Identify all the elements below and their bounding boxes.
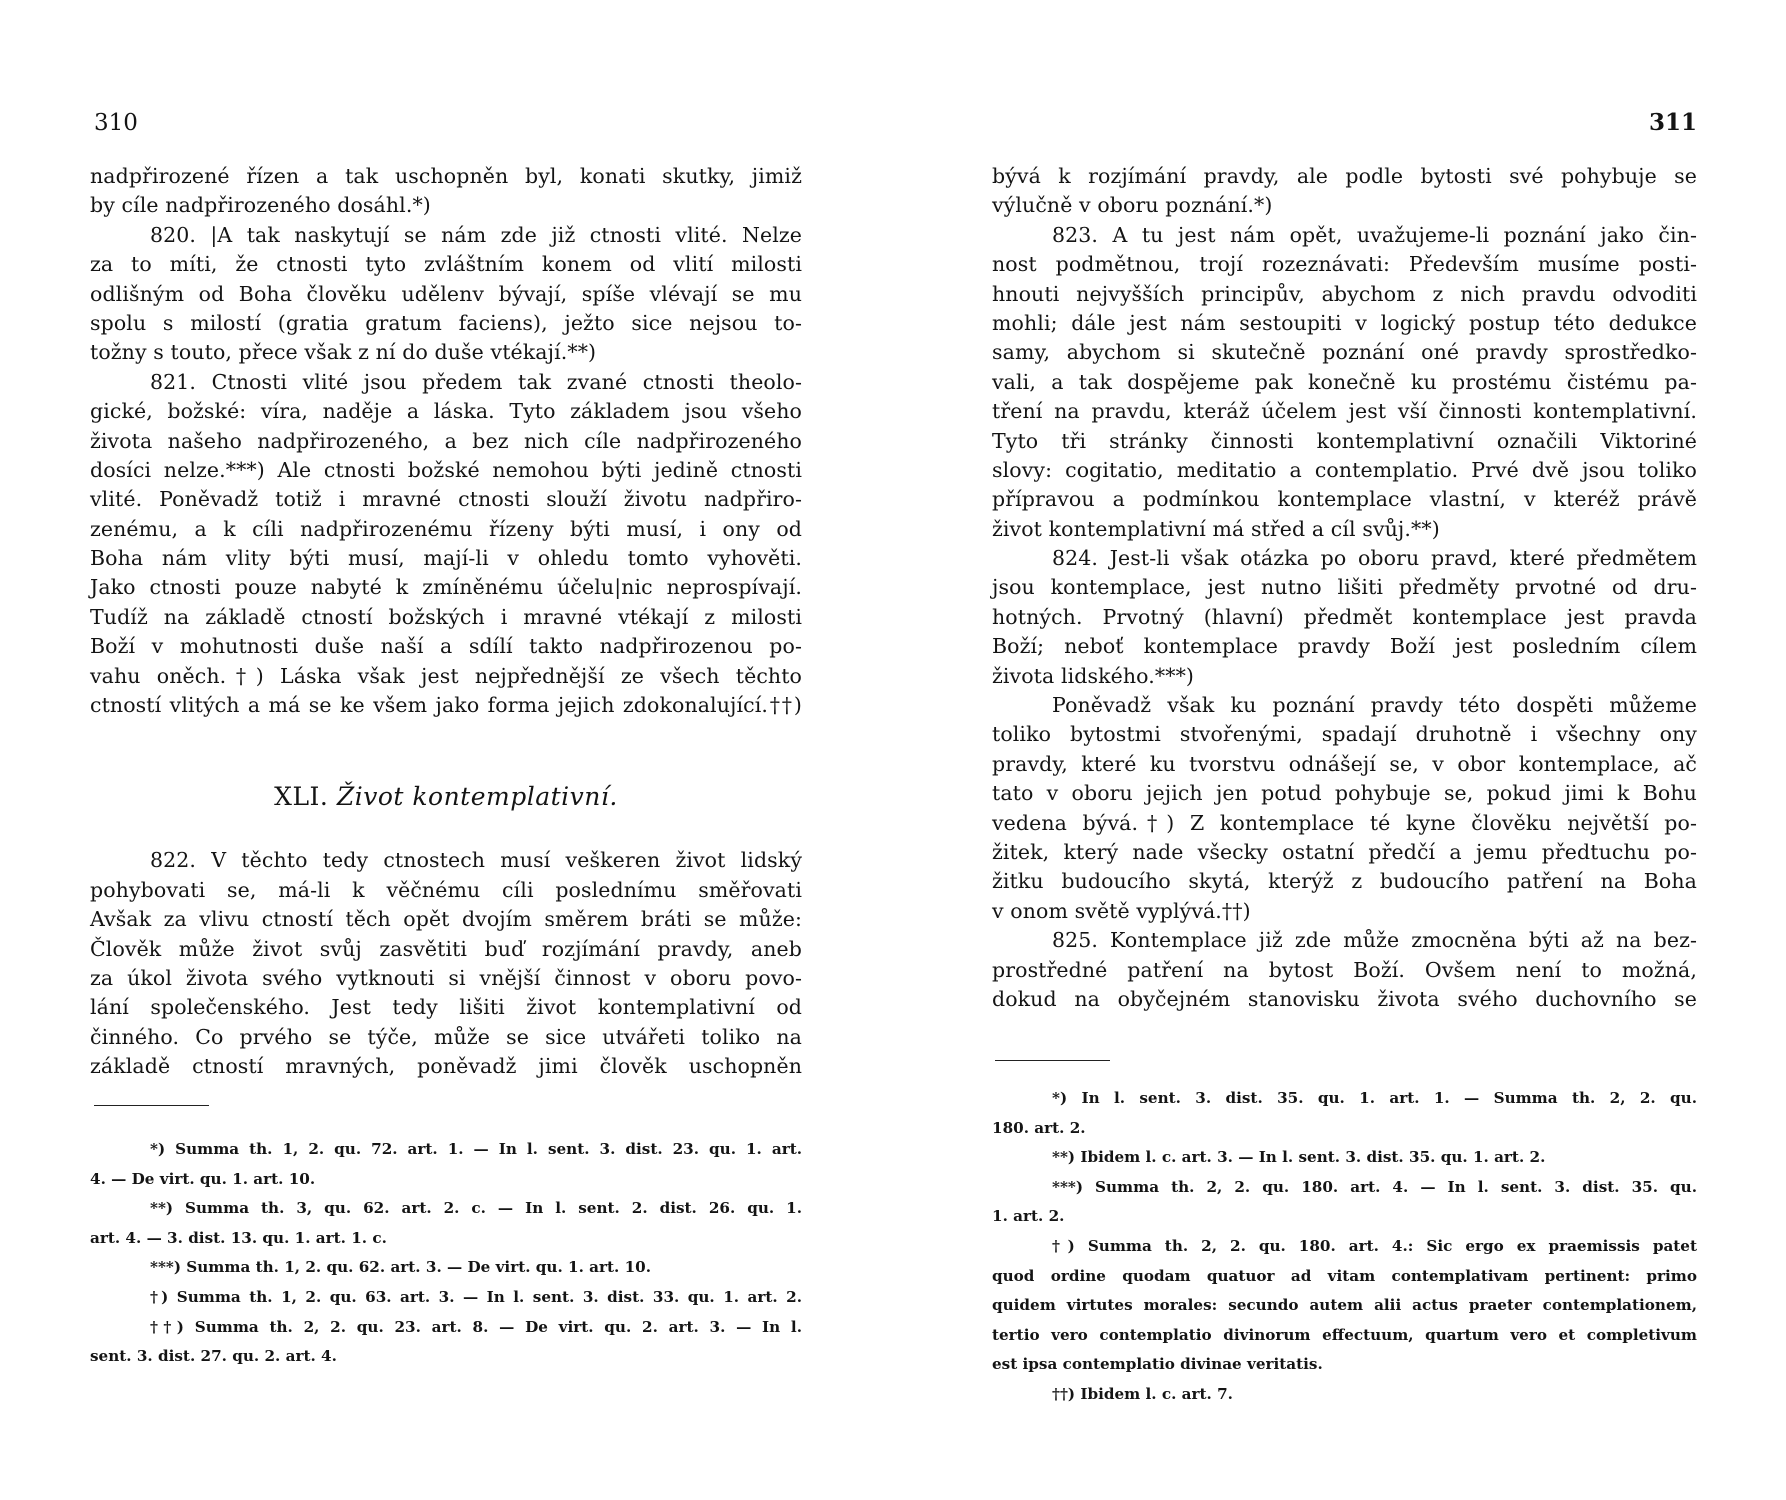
paragraph-825: 825. Kontemplace již zde může zmocněna býti až na bez- xyxy=(1052,928,1697,953)
text-line: hotných. Prvotný (hlavní) předmět kontemplace jest pravda xyxy=(992,604,1697,629)
text-line: život kontemplativní má střed a cíl svůj.**) xyxy=(992,516,1440,541)
right-page xyxy=(992,0,1697,1500)
paragraph-824: 824. Jest-li však otázka po oboru pravd, které předmětem xyxy=(1052,546,1697,571)
text-line: pohybovati se, má-li k věčnému cíli poslednímu směřovati xyxy=(90,877,802,902)
text-line: bývá k rozjímání pravdy, ale podle bytosti své pohybuje se xyxy=(992,164,1697,188)
text-line: Tudíž na základě ctností božských i mravné vtékají z milosti xyxy=(90,604,802,629)
text-line: vahu oněch.†) Láska však jest nejpřednější ze všech těchto xyxy=(90,663,802,688)
footnote-line: †) Summa th. 2, 2. qu. 180. art. 4.: Sic ergo ex praemissis patet xyxy=(1052,1236,1697,1255)
text-line: výlučně v oboru poznání.*) xyxy=(992,193,1273,218)
footnote-line: est ipsa contemplatio divinae veritatis. xyxy=(992,1355,1323,1374)
body-text xyxy=(90,162,802,1082)
footnote-line: ††) Summa th. 2, 2. qu. 23. art. 8. — De virt. qu. 2. art. 3. — In l. xyxy=(150,1317,802,1336)
text-line: za to míti, že ctnosti tyto zvláštním konem od vlití milosti xyxy=(90,252,802,277)
footnote-line: ***) Summa th. 2, 2. qu. 180. art. 4. — In l. sent. 3. dist. 35. qu. xyxy=(1052,1177,1697,1196)
footnote-line: *) Summa th. 1, 2. qu. 72. art. 1. — In l. sent. 3. dist. 23. qu. 1. art. xyxy=(150,1140,802,1158)
text-line: lání společenského. Jest tedy lišiti život kontemplativní od xyxy=(90,995,802,1020)
text-line: Boží v mohutnosti duše naší a sdílí takto nadpřirozenou po- xyxy=(90,634,802,659)
text-line: života našeho nadpřirozeného, a bez nich cíle nadpřirozeného xyxy=(90,428,802,453)
footnote-line: 1. art. 2. xyxy=(992,1207,1065,1226)
text-line: dosíci nelze.***) Ale ctnosti božské nemohou býti jedině ctnosti xyxy=(90,457,802,482)
footnote-line: **) Summa th. 3, qu. 62. art. 2. c. — In l. sent. 2. dist. 26. qu. 1. xyxy=(150,1199,802,1218)
text-line: by cíle nadpřirozeného dosáhl.*) xyxy=(90,193,431,218)
footnote-line: ***) Summa th. 1, 2. qu. 62. art. 3. — De virt. qu. 1. art. 10. xyxy=(150,1258,652,1277)
text-line: dokud na obyčejném stanovisku života svého duchovního se xyxy=(992,986,1697,1011)
text-line: tožny s touto, přece však z ní do duše vtékají.**) xyxy=(90,340,597,365)
footnote-line: sent. 3. dist. 27. qu. 2. art. 4. xyxy=(90,1347,337,1366)
text-line: za úkol života svého vytknouti si vnější činnost v oboru povo- xyxy=(90,965,802,990)
text-line: Boha nám vlity býti musí, mají-li v ohledu tomto vyhověti. xyxy=(90,546,802,571)
text-line: pravdy, které ku tvorstvu odnášejí se, v obor kontemplace, ač xyxy=(992,751,1697,776)
text-line: prostředné patření na bytost Boží. Ovšem není to možná, xyxy=(992,957,1697,982)
text-line: zenému, a k cíli nadpřirozenému řízeny býti musí, i ony od xyxy=(90,516,802,541)
text-line: vali, a tak dospějeme pak konečně ku prostému čistému pa- xyxy=(992,369,1697,394)
text-line: jsou kontemplace, jest nutno lišiti předměty prvotné od dru- xyxy=(992,575,1697,600)
text-line: Člověk může život svůj zasvětiti buď rozjímání pravdy, aneb xyxy=(90,936,802,961)
text-line: mohli; dále jest nám sestoupiti v logický postup této dedukce xyxy=(992,310,1697,335)
footnote-line: **) Ibidem l. c. art. 3. — In l. sent. 3. dist. 35. qu. 1. art. 2. xyxy=(1052,1148,1546,1167)
footnote-line: art. 4. — 3. dist. 13. qu. 1. art. 1. c. xyxy=(90,1228,387,1247)
text-line: odlišným od Boha člověku udělenv bývají, spíše vlévají se mu xyxy=(90,281,802,306)
chapter-title: Život kontemplativní. xyxy=(336,782,618,812)
page-number: 310 xyxy=(94,110,138,136)
footnote-line: quod ordine quodam quatuor ad vitam contemplativam pertinent: primo xyxy=(992,1266,1697,1285)
text-line: tato v oboru jejich jen potud pohybuje se, pokud jimi k Bohu xyxy=(992,781,1697,806)
footnotes xyxy=(992,1084,1697,1410)
text-line: Boží; neboť kontemplace pravdy Boží jest posledním cílem xyxy=(992,634,1697,659)
paragraph-821: 821. Ctnosti vlité jsou předem tak zvané ctnosti theolo- xyxy=(150,369,802,394)
footnote-line: †) Summa th. 1, 2. qu. 63. art. 3. — In l. sent. 3. dist. 33. qu. 1. art. 2. xyxy=(150,1287,802,1306)
text-line: spolu s milostí (gratia gratum faciens), ježto sice nejsou to- xyxy=(90,310,802,335)
paragraph-continuation: Poněvadž však ku poznání pravdy této dospěti můžeme xyxy=(1052,693,1697,718)
paragraph-820: 820. |A tak naskytují se nám zde již ctnosti vlité. Nelze xyxy=(150,222,802,247)
page-number: 311 xyxy=(1648,109,1697,136)
footnote-line: tertio vero contemplatio divinorum effectuum, quartum vero et completivum xyxy=(992,1325,1697,1344)
text-line: slovy: cogitatio, meditatio a contemplatio. Prvé dvě jsou toliko xyxy=(992,457,1697,482)
text-line: žitku budoucího skytá, kterýž z budoucího patření na Boha xyxy=(992,869,1697,894)
text-line: Jako ctnosti pouze nabyté k zmíněnému účelu|nic neprospívají. xyxy=(90,575,802,600)
text-line: života lidského.***) xyxy=(992,663,1195,688)
text-line: nadpřirozené řízen a tak uschopněn byl, konati skutky, jimiž xyxy=(90,164,802,188)
text-line: hnouti nejvyšších principův, abychom z nich pravdu odvoditi xyxy=(992,281,1697,306)
text-line: gické, božské: víra, naděje a láska. Tyto základem jsou všeho xyxy=(90,399,802,424)
footnote-line: quidem virtutes morales: secundo autem alii actus praeter contemplationem, xyxy=(992,1296,1697,1315)
text-line: toliko bytostmi stvořenými, spadají druhotně i všechny ony xyxy=(992,722,1697,747)
footnotes xyxy=(90,1135,802,1372)
paragraph-823: 823. A tu jest nám opět, uvažujeme-li poznání jako čin- xyxy=(1052,222,1697,247)
text-line: vedena bývá.†) Z kontemplace té kyne člověku největší po- xyxy=(992,810,1697,835)
text-line: Tyto tři stránky činnosti kontemplativní označili Viktoriné xyxy=(992,428,1697,453)
text-line: Avšak za vlivu ctností těch opět dvojím směrem bráti se může: xyxy=(90,907,802,932)
footnote-line: *) In l. sent. 3. dist. 35. qu. 1. art. 1. — Summa th. 2, 2. qu. xyxy=(1052,1089,1697,1107)
text-line: vlité. Poněvadž totiž i mravné ctnosti slouží životu nadpřiro- xyxy=(90,487,802,512)
text-line: tření na pravdu, kteráž účelem jest vší činnosti kontemplativní. xyxy=(992,399,1697,424)
footnote-divider xyxy=(94,1105,209,1106)
left-page xyxy=(90,0,802,1500)
footnote-divider xyxy=(995,1060,1110,1061)
footnote-line: 180. art. 2. xyxy=(992,1118,1086,1137)
text-line: nost podmětnou, trojí rozeznávati: Především musíme posti- xyxy=(992,252,1697,277)
text-line: žitek, který nade všecky ostatní předčí a jemu předtuchu po- xyxy=(992,839,1697,864)
text-line: ctností vlitých a má se ke všem jako forma jejich zdokonalující.††) xyxy=(90,693,802,718)
footnote-line: ††) Ibidem l. c. art. 7. xyxy=(1052,1384,1233,1403)
text-line: samy, abychom si skutečně poznání oné pravdy sprostředko- xyxy=(992,340,1697,365)
text-line: činného. Co prvého se týče, může se sice utvářeti toliko na xyxy=(90,1024,802,1049)
text-line: přípravou a podmínkou kontemplace vlastní, v kteréž právě xyxy=(992,487,1697,512)
chapter-heading xyxy=(90,774,802,820)
text-line: základě ctností mravných, poněvadž jimi člověk uschopněn xyxy=(90,1054,802,1079)
paragraph-822: 822. V těchto tedy ctnostech musí veškeren život lidský xyxy=(150,848,802,873)
body-text xyxy=(992,162,1697,1014)
chapter-number: XLI. xyxy=(274,782,329,812)
text-line: v onom světě vyplývá.††) xyxy=(992,898,1251,923)
footnote-line: 4. — De virt. qu. 1. art. 10. xyxy=(90,1169,316,1188)
